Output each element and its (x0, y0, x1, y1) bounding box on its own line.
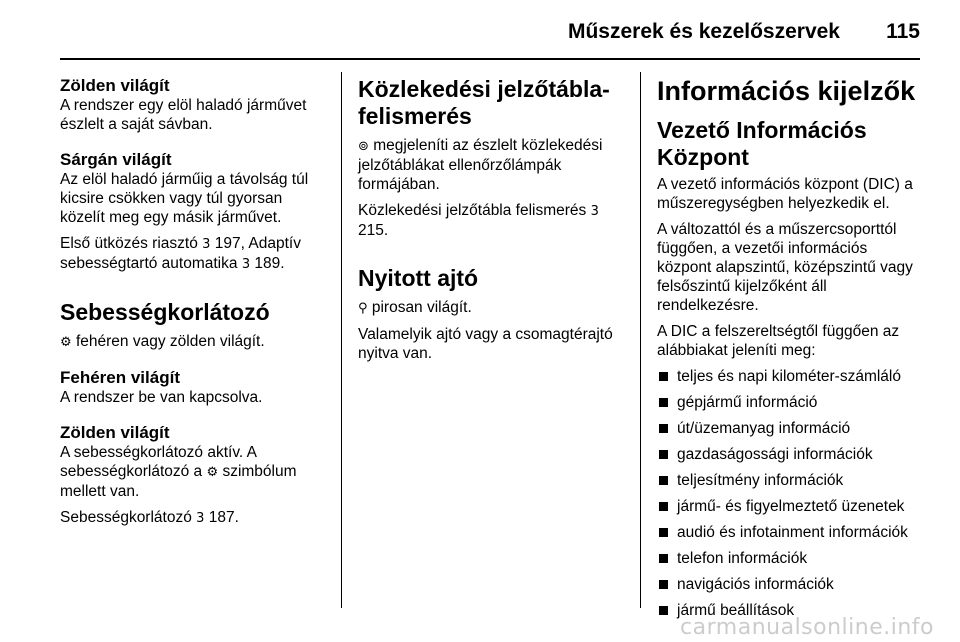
column-divider (640, 72, 641, 608)
column-divider (341, 72, 342, 608)
list-item: gépjármű információ (657, 393, 925, 412)
ref-arrow-icon: 3 (196, 511, 205, 526)
page-number: 115 (886, 20, 920, 43)
page-header (60, 10, 920, 60)
yellow-heading: Sárgán világít (60, 150, 172, 169)
bullet-icon (659, 554, 668, 563)
dic-bullet-list (657, 367, 925, 620)
cross-reference: Első ütközés riasztó 3 197, Adaptív sebességtartó automatika 3 189. (60, 235, 301, 272)
limiter-reference: Sebességkorlátozó 3 187. (60, 509, 239, 526)
green2-text: A sebességkorlátozó aktív. A sebességkorlátozó a ⚙ szimbólum mellett van. (60, 444, 297, 500)
bullet-icon (659, 476, 668, 485)
bullet-icon (659, 580, 668, 589)
column-left (60, 76, 328, 535)
list-item: jármű- és figyelmeztető üzenetek (657, 497, 925, 516)
dic-p2: A változattól és a műszercsoporttól függően, a vezetői információs központ alapszintű, középszintű vagy felsőszintű kijelzőként áll rendelkezésre. (657, 221, 913, 314)
ref-arrow-icon: 3 (241, 257, 251, 272)
ref-arrow-icon: 3 (202, 237, 211, 252)
bullet-icon (659, 424, 668, 433)
watermark: carmanualsonline.info (680, 615, 934, 640)
dic-p3: A DIC a felszereltségtől függően az alábbiakat jeleníti meg: (657, 323, 900, 359)
list-item: teljesítmény információk (657, 471, 925, 490)
info-heading: Információs kijelzők (657, 76, 916, 106)
column-right (657, 76, 925, 627)
bullet-icon (659, 450, 668, 459)
list-item: gazdaságossági információk (657, 445, 925, 464)
traffic-sign-icon: ⊚ (358, 139, 369, 154)
list-item: jármű beállítások (657, 601, 925, 620)
open-door-icon: ⚲ (358, 301, 368, 316)
bullet-icon (659, 398, 668, 407)
list-item: navigációs információk (657, 575, 925, 594)
green-text: A rendszer egy elöl haladó járművet észlelt a saját sávban. (60, 97, 307, 133)
bullet-icon (659, 606, 668, 615)
green2-heading: Zölden világít (60, 423, 170, 442)
limiter-text: ⚙ fehéren vagy zölden világít. (60, 333, 265, 350)
list-item: telefon információk (657, 549, 925, 568)
dic-heading: Vezető Információs Központ (657, 117, 867, 170)
sign-text: ⊚ megjeleníti az észlelt közlekedési jelzőtáblákat ellenőrzőlámpák formájában. (358, 137, 603, 193)
ref-arrow-icon: 3 (590, 204, 599, 219)
white-text: A rendszer be van kapcsolva. (60, 389, 263, 406)
yellow-text: Az elöl haladó járműig a távolság túl kicsire csökken vagy túl gyorsan közelít meg egy másik járművet. (60, 171, 309, 226)
door-heading: Nyitott ajtó (358, 265, 479, 291)
running-title: Műszerek és kezelőszervek (567, 20, 840, 43)
white-heading: Fehéren világít (60, 368, 180, 387)
speed-limiter-icon: ⚙ (206, 465, 219, 480)
bullet-icon (659, 372, 668, 381)
sign-reference: Közlekedési jelzőtábla felismerés 3 215. (358, 202, 599, 239)
green-heading: Zölden világít (60, 76, 170, 95)
door-text-2: Valamelyik ajtó vagy a csomagtérajtó nyitva van. (358, 326, 613, 362)
dic-p1: A vezető információs központ (DIC) a műszeregységben helyezkedik el. (657, 176, 913, 212)
list-item: teljes és napi kilométer-számláló (657, 367, 925, 386)
speed-limiter-icon: ⚙ (60, 335, 72, 350)
bullet-icon (659, 502, 668, 511)
limiter-heading: Sebességkorlátozó (60, 299, 270, 325)
door-text: ⚲ pirosan világít. (358, 299, 472, 316)
column-middle (358, 76, 626, 370)
bullet-icon (659, 528, 668, 537)
list-item: út/üzemanyag információ (657, 419, 925, 438)
list-item: audió és infotainment információk (657, 523, 925, 542)
sign-heading: Közlekedési jelzőtábla-felismerés (358, 76, 610, 129)
